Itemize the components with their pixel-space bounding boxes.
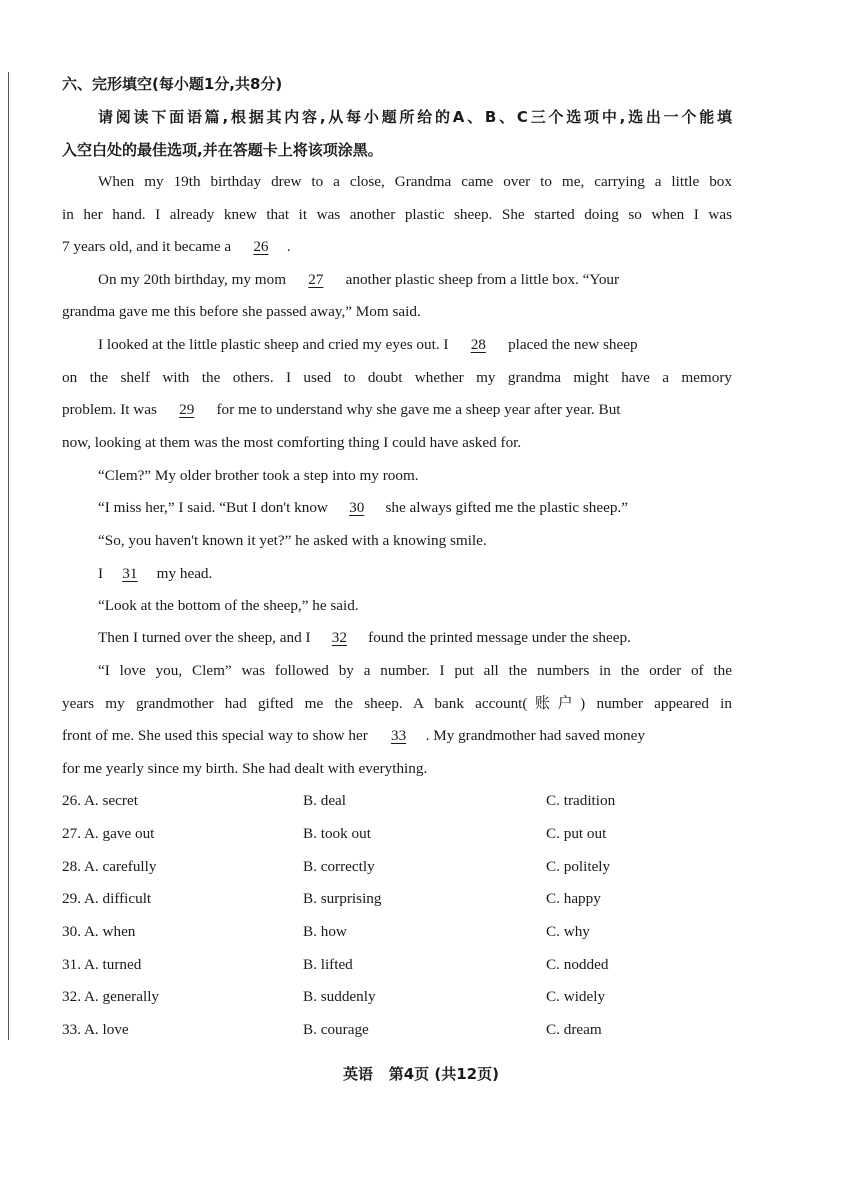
passage-text: another plastic sheep from a little box. “Your (345, 271, 620, 288)
blank-26: 26 (253, 238, 269, 255)
option-a: 26. A. secret (62, 792, 138, 809)
blank-28: 28 (470, 336, 486, 353)
passage-text: front of me. She used this special way to show her (62, 727, 368, 744)
option-a: 27. A. gave out (62, 825, 155, 842)
option-b: B. deal (303, 792, 347, 809)
option-a: 31. A. turned (62, 956, 142, 973)
blank-27: 27 (308, 271, 324, 288)
passage-line: for me yearly since my birth. She had dealt with everything. (62, 760, 428, 777)
blank-29: 29 (179, 401, 195, 418)
passage-text: “I miss her,” I said. “But I don't know (98, 499, 328, 516)
passage-text: 7 years old, and it became a (62, 238, 232, 255)
option-a: 30. A. when (62, 923, 136, 940)
option-c: C. tradition (546, 792, 616, 809)
option-a: 32. A. generally (62, 988, 160, 1005)
footer-page-number: 第4页 (共12页) (388, 1065, 499, 1083)
option-c: C. happy (546, 890, 601, 907)
margin-rule (8, 72, 9, 1040)
option-c: C. dream (546, 1021, 602, 1038)
section-title: 六、完形填空(每小题1分,共8分) (62, 75, 283, 93)
passage-text: she always gifted me the plastic sheep.” (385, 499, 628, 516)
passage-line (62, 335, 732, 355)
passage-line: in her hand. I already knew that it was another plastic sheep. She started doing so when I was (62, 206, 732, 223)
passage-line: “Clem?” My older brother took a step into my room. (98, 467, 419, 484)
passage-line (62, 726, 732, 746)
option-c: C. nodded (546, 956, 609, 973)
instruction-line-2: 入空白处的最佳选项,并在答题卡上将该项涂黑。 (62, 141, 383, 159)
option-b: B. took out (303, 825, 371, 842)
passage-line: When my 19th birthday drew to a close, Grandma came over to me, carrying a little box (98, 173, 732, 190)
passage-line (62, 400, 732, 420)
passage-text: I (98, 565, 104, 582)
option-b: B. courage (303, 1021, 369, 1038)
passage-text: problem. It was (62, 401, 157, 418)
blank-32: 32 (331, 629, 347, 646)
passage-line: years my grandmother had gifted me the sheep. A bank account(账户) number appeared in (62, 695, 732, 712)
option-c: C. why (546, 923, 590, 940)
option-b: B. lifted (303, 956, 353, 973)
footer-subject: 英语 (343, 1065, 374, 1083)
passage-line (62, 270, 732, 290)
option-a: 28. A. carefully (62, 858, 157, 875)
passage-line: “Look at the bottom of the sheep,” he said. (98, 597, 359, 614)
passage-text: my head. (156, 565, 213, 582)
instruction-line-1: 请阅读下面语篇,根据其内容,从每小题所给的A、B、C三个选项中,选出一个能填 (98, 108, 732, 126)
passage-line: “So, you haven't known it yet?” he asked with a knowing smile. (98, 532, 487, 549)
passage-text: On my 20th birthday, my mom (98, 271, 287, 288)
option-b: B. suddenly (303, 988, 376, 1005)
passage-line (62, 564, 732, 584)
passage-text: for me to understand why she gave me a sheep year after year. But (216, 401, 621, 418)
option-b: B. surprising (303, 890, 382, 907)
option-c: C. widely (546, 988, 606, 1005)
option-b: B. how (303, 923, 347, 940)
option-a: 33. A. love (62, 1021, 129, 1038)
passage-text: placed the new sheep (508, 336, 638, 353)
passage-line: “I love you, Clem” was followed by a number. I put all the numbers in the order of the (98, 662, 732, 679)
passage-line: now, looking at them was the most comforting thing I could have asked for. (62, 434, 522, 451)
passage-text: found the printed message under the sheep. (368, 629, 631, 646)
option-c: C. put out (546, 825, 607, 842)
passage-text: . (286, 238, 291, 255)
page-footer (0, 1063, 842, 1084)
passage-line: grandma gave me this before she passed away,” Mom said. (62, 303, 421, 320)
blank-30: 30 (349, 499, 365, 516)
passage-text: . My grandmother had saved money (425, 727, 645, 744)
passage-text: Then I turned over the sheep, and I (98, 629, 311, 646)
passage-line (62, 628, 732, 648)
option-a: 29. A. difficult (62, 890, 152, 907)
option-b: B. correctly (303, 858, 375, 875)
blank-31: 31 (122, 565, 138, 582)
passage-text: I looked at the little plastic sheep and cried my eyes out. I (98, 336, 449, 353)
passage-line: on the shelf with the others. I used to doubt whether my grandma might have a memory (62, 369, 732, 386)
passage-line (62, 237, 732, 257)
option-c: C. politely (546, 858, 611, 875)
passage-line (62, 498, 732, 518)
blank-33: 33 (391, 727, 407, 744)
